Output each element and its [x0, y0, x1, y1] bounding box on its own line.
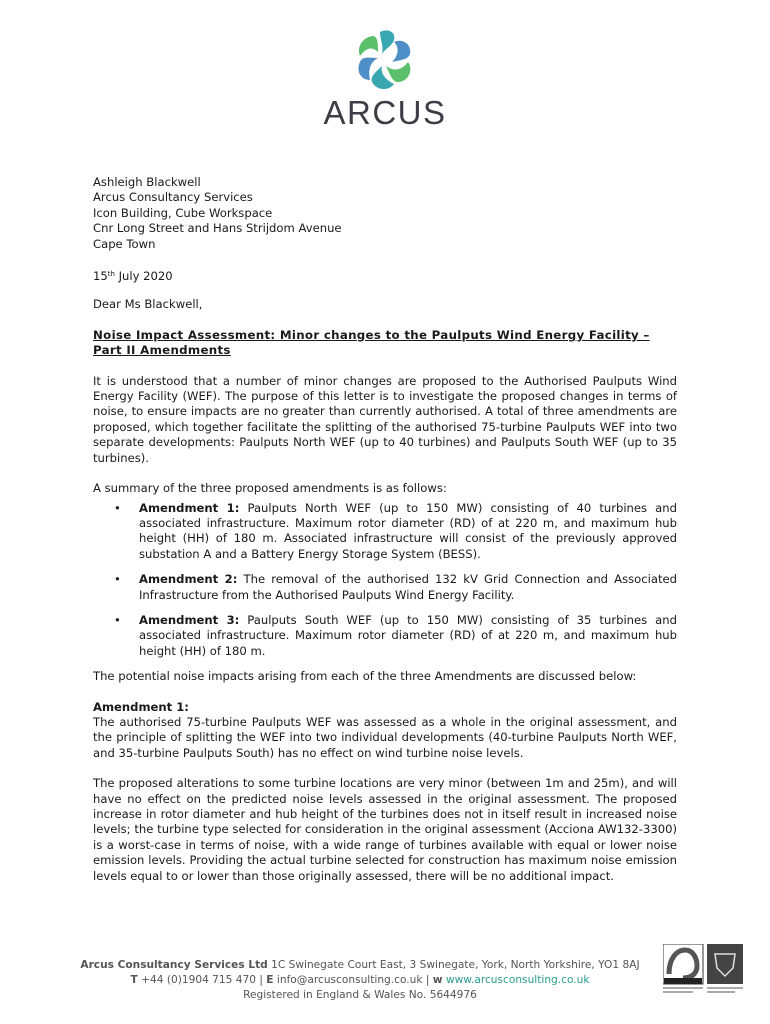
amendment-text: The removal of the authorised 132 kV Grid Connection and Associated Infrastructure from the Authorised Paulputs Wind Energy Facility.	[139, 572, 678, 602]
letter-body	[93, 175, 677, 884]
list-item	[93, 572, 677, 603]
footer-phone: +44 (0)1904 715 470 |	[137, 974, 267, 986]
web-label: w	[432, 974, 443, 986]
footer-email: info@arcusconsulting.co.uk |	[273, 974, 433, 986]
bullet-icon: •	[114, 572, 121, 587]
amendment-label: Amendment 2:	[139, 572, 238, 587]
recipient-company: Arcus Consultancy Services	[93, 190, 253, 205]
letter-date	[93, 267, 677, 284]
website-link[interactable]: www.arcusconsulting.co.uk	[445, 974, 590, 986]
list-item	[93, 501, 677, 563]
footer-address-line	[60, 958, 660, 973]
arcus-logo	[318, 26, 452, 130]
amendment-label: Amendment 1:	[139, 500, 240, 515]
recipient-city: Cape Town	[93, 236, 156, 251]
date-day: 15	[93, 269, 108, 284]
amendment-label: Amendment 3:	[139, 612, 240, 627]
bullet-icon: •	[114, 612, 121, 627]
date-suffix: th	[107, 270, 115, 279]
amendment1-paragraph-2: The proposed alterations to some turbine locations are very minor (between 1m and 25m), and will have no effect on the predicted noise levels assessed in the original assessment. The proposed increase in rotor diameter and hub height of the turbines does not in itself result in increased noise levels; the turbine type selected for consideration in the original assessment (Acciona AW132-3300) is a worst-case in terms of noise, with a wide range of turbines available with equal or lower noise emission levels. Providing the actual turbine selected for construction has maximum noise emission levels equal to or lower than those originally assessed, there will be no additional impact.	[93, 776, 677, 883]
logo-wordmark: ARCUS	[323, 94, 447, 131]
amendments-list	[93, 501, 677, 660]
bullet-icon: •	[114, 500, 121, 515]
recipient-street: Cnr Long Street and Hans Strijdom Avenue	[93, 221, 342, 236]
certification-badge-icon	[663, 944, 745, 996]
summary-intro: A summary of the three proposed amendments is as follows:	[93, 481, 447, 496]
recipient-name: Ashleigh Blackwell	[93, 175, 201, 189]
amendment1-paragraph-1: The authorised 75-turbine Paulputs WEF was assessed as a whole in the original assessment, and the principle of splitting the WEF into two individual developments (40-turbine Paulputs North WEF, and 35-turbine Paulputs South) has no effect on wind turbine noise levels.	[93, 714, 677, 760]
amendment-text: Paulputs South WEF (up to 150 MW) consisting of 35 turbines and associated infrastructure. Maximum rotor diameter (RD) of at 220 m, and maximum hub height (HH) of 180 m.	[139, 612, 677, 658]
recipient-address	[93, 175, 677, 252]
footer-address: 1C Swinegate Court East, 3 Swinegate, York, North Yorkshire, YO1 8AJ	[267, 959, 640, 971]
salutation: Dear Ms Blackwell,	[93, 297, 203, 312]
letter-footer	[60, 958, 660, 1003]
list-item	[93, 613, 677, 659]
intro-paragraph: It is understood that a number of minor changes are proposed to the Authorised Paulputs Wind Energy Facility (WEF). The purpose of this letter is to investigate the proposed changes in terms of noise, to ensure impacts are no greater than currently authorised. A total of three amendments are proposed, which together facilitate the splitting of the authorised 75-turbine Paulputs WEF into two separate developments: Paulputs North WEF (up to 40 turbines) and Paulputs South WEF (up to 35 turbines).	[93, 373, 677, 465]
footer-company: Arcus Consultancy Services Ltd	[80, 959, 268, 971]
footer-contact-line	[60, 973, 660, 988]
amendment1-heading: Amendment 1:	[93, 699, 189, 714]
date-rest: July 2020	[118, 269, 173, 284]
footer-registration: Registered in England & Wales No. 5644976	[243, 989, 477, 1001]
arcus-swirl-icon	[350, 26, 420, 94]
subject-line: Noise Impact Assessment: Minor changes to the Paulputs Wind Energy Facility – Part II Amendments	[93, 327, 650, 358]
amendment-text: Paulputs North WEF (up to 150 MW) consisting of 40 turbines and associated infrastructure. Maximum rotor diameter (RD) of at 220 m, and maximum hub height (HH) of 180 m. Associated infrastructure will consist of the previously approved substation A and a Battery Energy Storage System (BESS).	[139, 500, 677, 561]
email-label: E	[266, 974, 274, 986]
phone-label: T	[130, 974, 138, 986]
discussion-intro: The potential noise impacts arising from each of the three Amendments are discussed below:	[93, 669, 637, 684]
recipient-building: Icon Building, Cube Workspace	[93, 205, 273, 220]
